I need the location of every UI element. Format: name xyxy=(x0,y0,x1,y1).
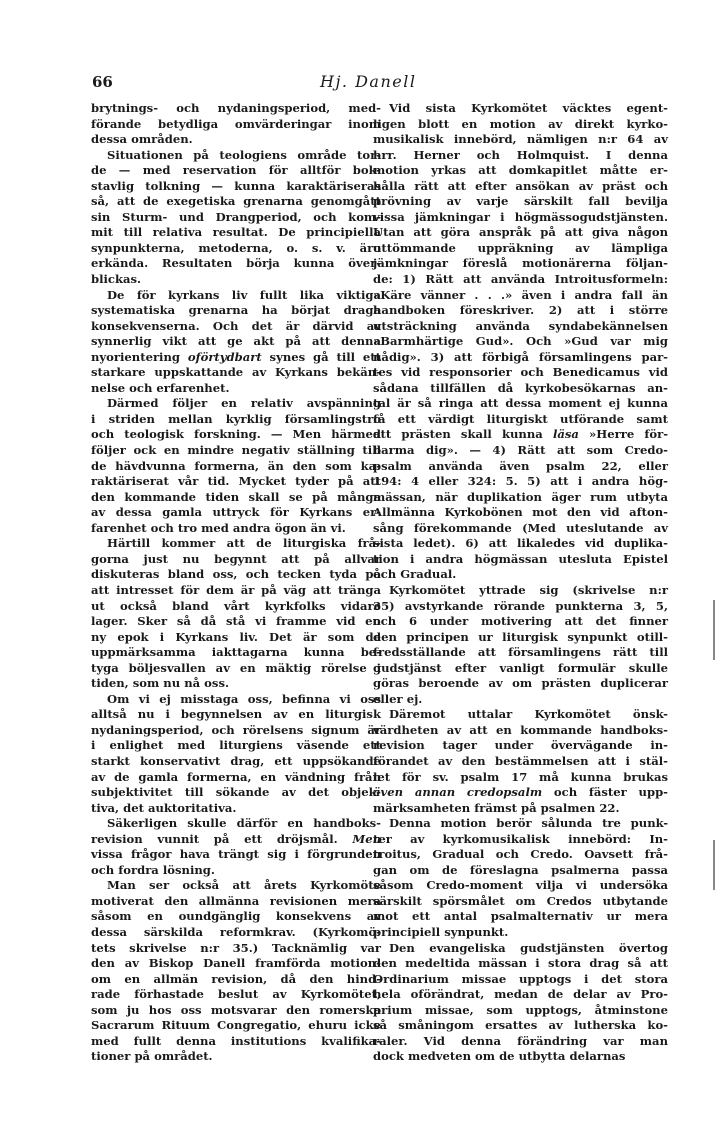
text-line: få ett värdigt liturgiskt utförande samt xyxy=(373,411,668,426)
text-line: dessa områden. xyxy=(91,132,193,147)
text-line: ligen blott en motion av direkt kyrko- xyxy=(373,116,668,131)
left-column xyxy=(91,101,381,1065)
text-line: tioner på området. xyxy=(91,1049,213,1064)
text-line: hålla rätt att efter ansökan av präst och xyxy=(373,178,668,193)
text-line: konsekvenserna. Och det är därvid av xyxy=(91,318,381,333)
text-line: med fullt denna institutions kvalifika- xyxy=(91,1033,381,1048)
text-line: om en allmän revision, då den hind- xyxy=(91,971,381,986)
text-line: »Barmhärtige Gud». Och »Gud var mig xyxy=(373,334,668,349)
text-line: förandet av den bestämmelsen att i stäl- xyxy=(373,753,668,768)
text-line: tiden, som nu nå oss. xyxy=(91,676,230,691)
text-line: Kyrkomötet yttrade sig (skrivelse n:r xyxy=(389,582,668,597)
text-line: följer ock en mindre negativ ställning till xyxy=(91,443,381,458)
text-line: tets skrivelse n:r 35.) Tacknämlig var xyxy=(91,940,381,955)
text-line: sång förekommande (Med uteslutande av xyxy=(373,520,668,535)
text-line: ny epok i Kyrkans liv. Det är som de xyxy=(91,629,381,644)
text-line: den av Biskop Danell framförda motion- xyxy=(91,956,381,971)
text-line: eller ej. xyxy=(373,691,423,706)
text-line: prium missae, som upptogs, åtminstone xyxy=(373,1002,668,1017)
text-line: de hävdvunna formerna, än den som ka- xyxy=(91,458,381,473)
text-line: Säkerligen skulle därför en handboks- xyxy=(107,816,381,831)
text-line: subjektivitet till sökande av det objek- xyxy=(91,785,381,800)
text-line: Den evangeliska gudstjänsten övertog xyxy=(389,940,668,955)
text-line: nådig». 3) att förbigå församlingens par- xyxy=(373,349,668,364)
right-column xyxy=(373,101,668,1065)
text-line: farenhet och tro med andra ögon än vi. xyxy=(91,520,346,535)
text-line: av dessa gamla uttryck för Kyrkans er- xyxy=(91,505,381,520)
text-line: let för sv. psalm 17 må kunna brukas xyxy=(373,769,668,784)
text-line: av de gamla formerna, en vändning från xyxy=(91,769,381,784)
text-line: uppmärksamma iakttagarna kunna be- xyxy=(91,645,381,660)
text-line: starkt konservativt drag, ett uppsökande xyxy=(91,753,381,768)
text-line: den kommande tiden skall se på många xyxy=(91,489,381,504)
text-line: och 6 under motivering att det finner xyxy=(373,614,668,629)
text-line: såsom en oundgänglig konsekvens av xyxy=(91,909,381,924)
text-line: såsom Credo-moment vilja vi undersöka xyxy=(373,878,668,893)
text-line: så småningom ersattes av lutherska ko- xyxy=(373,1018,668,1033)
text-line: Utan att göra anspråk på att giva någon xyxy=(373,225,668,240)
text-line: Situationen på teologiens område tor- xyxy=(107,147,381,162)
text-line: revision vunnit på ett dröjsmål. Men xyxy=(91,831,381,846)
text-line: lager. Sker så då stå vi framme vid en xyxy=(91,614,381,629)
text-line: nelse och erfarenhet. xyxy=(91,380,230,395)
text-line: Däremot uttalar Kyrkomötet önsk- xyxy=(389,707,668,722)
text-line: Om vi ej misstaga oss, befinna vi oss xyxy=(107,691,381,706)
text-line: motiverat den allmänna revisionen mera xyxy=(91,893,381,908)
text-line: sista ledet). 6) att likaledes vid duplika- xyxy=(373,536,668,551)
text-line: och teologisk forskning. — Men härmed xyxy=(91,427,381,442)
text-line: dock medveten om de utbytta delarnas xyxy=(373,1049,626,1064)
text-line: prövning av varje särskilt fall bevilja xyxy=(373,194,668,209)
text-line: 35) avstyrkande rörande punkterna 3, 5, xyxy=(373,598,668,613)
text-line: vissa frågor hava trängt sig i förgrunden xyxy=(91,847,381,862)
text-line: vissa jämkningar i högmässogudstjänsten. xyxy=(373,209,668,224)
text-line: tion i andra högmässan utesluta Epistel xyxy=(373,551,668,566)
text-line: ter av kyrkomusikalisk innebörd: In- xyxy=(373,831,668,846)
text-line: tes vid responsorier och Benedicamus vid xyxy=(373,365,668,380)
text-line: de: 1) Rätt att använda Introitusformeln: xyxy=(373,272,668,287)
text-line: gudstjänst efter vanligt formulär skulle xyxy=(373,660,668,675)
text-line: mot ett antal psalmalternativ ur mera xyxy=(373,909,668,924)
text-line: Härtill kommer att de liturgiska frå- xyxy=(107,536,381,551)
text-line: utsträckning använda syndabekännelsen xyxy=(373,318,668,333)
text-line: Sacrarum Rituum Congregatio, ehuru icke xyxy=(91,1018,381,1033)
text-line: märksamheten främst på psalmen 22. xyxy=(373,800,620,815)
text-line: barma dig». — 4) Rätt att som Credo- xyxy=(373,443,668,458)
running-head: Hj. Danell xyxy=(320,72,417,91)
text-line: Ordinarium missae upptogs i det stora xyxy=(373,971,668,986)
text-line: starkare uppskattande av Kyrkans bekän- xyxy=(91,365,381,380)
text-line: musikalisk innebörd, nämligen n:r 64 av xyxy=(373,132,668,147)
text-line: Denna motion berör sålunda tre punk- xyxy=(389,816,668,831)
text-line: erkända. Resultaten börja kunna över- xyxy=(91,256,381,271)
text-line: i enlighet med liturgiens väsende ett xyxy=(91,738,381,753)
text-line: gorna just nu begynnt att på allvar xyxy=(91,551,381,566)
text-line: de — med reservation för alltför bok- xyxy=(91,163,381,178)
text-line: 194: 4 eller 324: 5. 5) att i andra hög- xyxy=(373,474,668,489)
text-line: synnerlig vikt att ge akt på att denna xyxy=(91,334,381,349)
text-line: Allmänna Kyrkobönen mot den vid afton- xyxy=(373,505,668,520)
text-line: tyga böljesvallen av en mäktig rörelse i xyxy=(91,660,381,675)
text-line: motion yrkas att domkapitlet måtte er- xyxy=(373,163,668,178)
text-line: dessa särskilda reformkrav. (Kyrkomö- xyxy=(91,924,381,939)
text-line: stavlig tolkning — kunna karaktäriseras xyxy=(91,178,381,193)
text-line: gan om de föreslagna psalmerna passa xyxy=(373,862,668,877)
text-line: mit till relativa resultat. De principiella xyxy=(91,225,381,240)
text-line: raler. Vid denna förändring var man xyxy=(373,1033,668,1048)
text-line: Därmed följer en relativ avspänning xyxy=(107,396,381,411)
text-line: diskuteras bland oss, och tecken tyda på xyxy=(91,567,381,582)
text-line: revision tager under övervägande in- xyxy=(373,738,668,753)
text-line: göras beroende av om prästen duplicerar xyxy=(373,676,668,691)
text-line: uttömmande uppräkning av lämpliga xyxy=(373,240,668,255)
text-line: och Gradual. xyxy=(373,567,457,582)
text-line: troitus, Gradual och Credo. Oavsett frå- xyxy=(373,847,668,862)
text-line: ut också bland vårt kyrkfolks vidare xyxy=(91,598,381,613)
text-line: hela oförändrat, medan de delar av Pro- xyxy=(373,987,668,1002)
text-line: psalm använda även psalm 22, eller xyxy=(373,458,668,473)
text-line: även annan credopsalm och fäster upp- xyxy=(373,785,668,800)
text-line: i striden mellan kyrklig församlingstro xyxy=(91,411,381,426)
text-line: »Käre vänner . . .» även i andra fall än xyxy=(373,287,668,302)
text-line: mässan, när duplikation äger rum utbyta xyxy=(373,489,668,504)
text-line: Vid sista Kyrkomötet väcktes egent- xyxy=(389,101,668,115)
text-line: så, att de exegetiska grenarna genomgått xyxy=(91,194,381,209)
text-line: De för kyrkans liv fullt lika viktiga xyxy=(107,287,381,302)
text-line: nyorientering oförtydbart synes gå till ett xyxy=(91,349,381,364)
page-number: 66 xyxy=(92,73,113,91)
text-line: förande betydliga omvärderingar inom xyxy=(91,116,381,131)
text-line: att intresset för dem är på väg att tränga xyxy=(91,582,381,597)
text-line: sådana tillfällen då kyrkobesökarnas an- xyxy=(373,380,668,395)
text-line: raktäriserat vår tid. Mycket tyder på att xyxy=(91,474,381,489)
text-line: tal är så ringa att dessa moment ej kunna xyxy=(373,396,668,411)
text-line: sin Sturm- und Drangperiod, och kom- xyxy=(91,209,381,224)
text-line: den medeltida mässan i stora drag så att xyxy=(373,956,668,971)
text-line: hrr. Herner och Holmquist. I denna xyxy=(373,147,668,162)
text-line: och fordra lösning. xyxy=(91,862,215,877)
text-line: synpunkterna, metoderna, o. s. v. äro xyxy=(91,240,381,255)
text-line: handboken föreskriver. 2) att i större xyxy=(373,303,668,318)
text-line: systematiska grenarna ha börjat draga xyxy=(91,303,381,318)
text-line: nydaningsperiod, och rörelsens signum är xyxy=(91,722,381,737)
text-line: rade förhastade beslut av Kyrkomötet, xyxy=(91,987,381,1002)
text-line: jämkningar föreslå motionärerna följan- xyxy=(373,256,668,271)
text-line: fredsställande att församlingens rätt till xyxy=(373,645,668,660)
text-line: särskilt spörsmålet om Credos utbytande xyxy=(373,893,668,908)
text-line: blickas. xyxy=(91,272,142,287)
text-line: alltså nu i begynnelsen av en liturgisk xyxy=(91,707,381,722)
text-line: tiva, det auktoritativa. xyxy=(91,800,237,815)
text-line: Man ser också att årets Kyrkomöte xyxy=(107,878,381,893)
text-line: den principen ur liturgisk synpunkt otill- xyxy=(373,629,668,644)
text-line: att prästen skall kunna läsa »Herre för- xyxy=(373,427,669,442)
text-line: principiell synpunkt. xyxy=(373,924,509,939)
text-line: värdheten av att en kommande handboks- xyxy=(373,722,668,737)
text-line: som ju hos oss motsvarar den romerska xyxy=(91,1002,381,1017)
text-line: brytnings- och nydaningsperiod, med- xyxy=(91,101,381,115)
